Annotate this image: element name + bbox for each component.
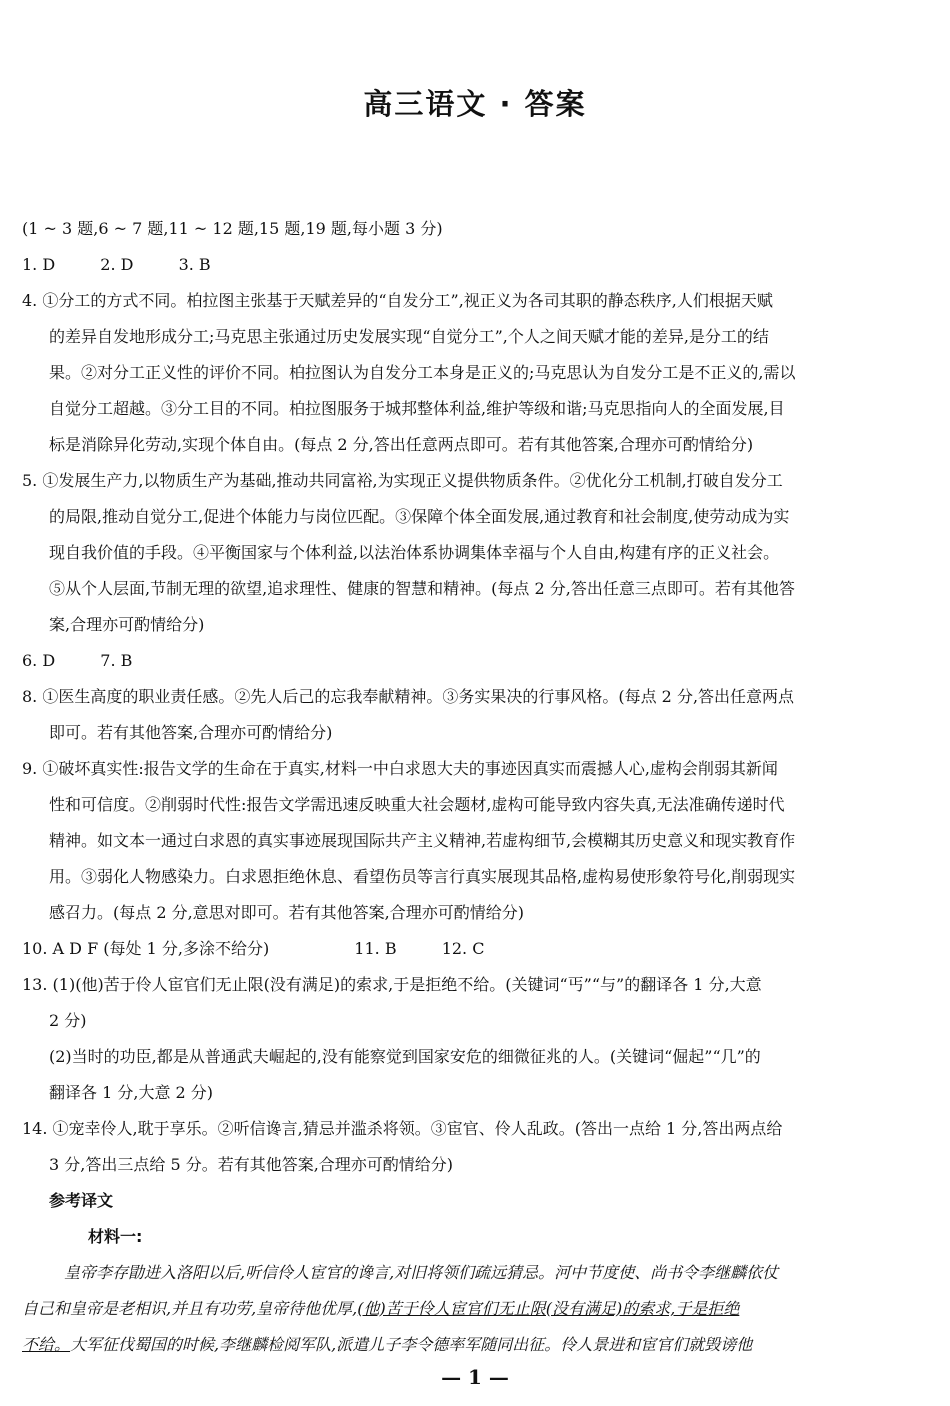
answer-line: (2)当时的功臣,都是从普通武夫崛起的,没有能察觉到国家安危的细微征兆的人。(关键词“倔起”“几”的 xyxy=(49,1047,761,1066)
answer-5 xyxy=(22,464,932,644)
answer-line: 用。③弱化人物感染力。白求恩拒绝休息、看望伤员等言行真实展现其品格,虚构易使形象符号化,削弱现实 xyxy=(49,867,796,886)
answer-line: 的差异自发地形成分工;马克思主张通过历史发展实现“自觉分工”,个人之间天赋才能的差异,是分工的结 xyxy=(49,327,769,346)
answer-content xyxy=(22,212,932,1364)
page-title: 高三语文 · 答案 xyxy=(363,87,587,121)
answer-line: 果。②对分工正义性的评价不同。柏拉图认为自发分工本身是正义的;马克思认为自发分工是不正义的,需以 xyxy=(49,363,796,382)
answer-3: 3. B xyxy=(178,255,211,274)
answer-8 xyxy=(22,680,932,752)
answer-line: 3 分,答出三点给 5 分。若有其他答案,合理亦可酌情给分) xyxy=(49,1155,454,1174)
answer-line: 2 分) xyxy=(49,1011,87,1030)
answer-line: 4. ①分工的方式不同。柏拉图主张基于天赋差异的“自发分工”,视正义为各司其职的静态秩序,人们根据天赋 xyxy=(22,291,773,310)
answer-line: 即可。若有其他答案,合理亦可酌情给分) xyxy=(49,723,333,742)
answer-10: 10. A D F (每处 1 分,多涂不给分) xyxy=(22,939,270,958)
answer-line: 13. (1)(他)苦于伶人宦官们无止限(没有满足)的索求,于是拒绝不给。(关键词“丐”“与”的翻译各 1 分,大意 xyxy=(22,975,762,994)
translation-line xyxy=(22,1328,932,1364)
answer-line: 自觉分工超越。③分工目的不同。柏拉图服务于城邦整体利益,维护等级和谐;马克思指向人的全面发展,目 xyxy=(49,399,785,418)
answer-line: 现自我价值的手段。④平衡国家与个体利益,以法治体系协调集体幸福与个人自由,构建有序的正义社会。 xyxy=(49,543,780,562)
answer-6: 6. D xyxy=(22,651,56,670)
answer-line: 标是消除异化劳动,实现个体自由。(每点 2 分,答出任意两点即可。若有其他答案,合理亦可酌情给分) xyxy=(49,435,754,454)
answer-14 xyxy=(22,1112,932,1184)
answer-11: 11. B xyxy=(354,939,397,958)
answer-2: 2. D xyxy=(100,255,134,274)
answer-12: 12. C xyxy=(441,939,485,958)
page-number: — 1 — xyxy=(441,1365,509,1389)
answer-line: 性和可信度。②削弱时代性:报告文学需迅速反映重大社会题材,虚构可能导致内容失真,无法准确传递时代 xyxy=(49,795,785,814)
answer-1: 1. D xyxy=(22,255,56,274)
translation-segment: 自己和皇帝是老相识,并且有功劳,皇帝待他优厚, xyxy=(22,1299,358,1318)
answer-line: 9. ①破坏真实性:报告文学的生命在于真实,材料一中白求恩大夫的事迹因真实而震撼人心,虚构会削弱其新闻 xyxy=(22,759,778,778)
underlined-translation: 不给。 xyxy=(22,1335,71,1354)
answer-line: 14. ①宠幸伶人,耽于享乐。②听信谗言,猜忌并滥杀将领。③宦官、伶人乱政。(答出一点给 1 分,答出两点给 xyxy=(22,1119,783,1138)
answer-line: 的局限,推动自觉分工,促进个体能力与岗位匹配。③保障个体全面发展,通过教育和社会制度,使劳动成为实 xyxy=(49,507,790,526)
reference-translation-heading: 参考译文 xyxy=(49,1191,114,1210)
answers-10-12 xyxy=(22,932,932,968)
answer-line: 感召力。(每点 2 分,意思对即可。若有其他答案,合理亦可酌情给分) xyxy=(49,903,525,922)
underlined-translation: (他)苦于伶人宦官们无止限(没有满足)的索求,于是拒绝 xyxy=(357,1299,740,1318)
material-one-heading: 材料一: xyxy=(88,1227,143,1246)
answer-line: ⑤从个人层面,节制无理的欲望,追求理性、健康的智慧和精神。(每点 2 分,答出任意三点即可。若有其他答 xyxy=(49,579,795,598)
answer-line: 5. ①发展生产力,以物质生产为基础,推动共同富裕,为实现正义提供物质条件。②优化分工机制,打破自发分工 xyxy=(22,471,783,490)
answer-13 xyxy=(22,968,932,1112)
answer-line: 8. ①医生高度的职业责任感。②先人后己的忘我奉献精神。③务实果决的行事风格。(每点 2 分,答出任意两点 xyxy=(22,687,795,706)
translation-line: 皇帝李存勖进入洛阳以后,听信伶人宦官的谗言,对旧将领们疏远猜忌。河中节度使、尚书令李继麟依仗 xyxy=(64,1263,779,1282)
score-note: (1 ~ 3 题,6 ~ 7 题,11 ~ 12 题,15 题,19 题,每小题 3 分) xyxy=(22,219,443,238)
translation-line xyxy=(22,1292,932,1328)
answers-6-7 xyxy=(22,644,932,680)
answer-line: 翻译各 1 分,大意 2 分) xyxy=(49,1083,214,1102)
translation-segment: 大军征伐蜀国的时候,李继麟检阅军队,派遣儿子李令德率军随同出征。伶人景进和宦官们就毁谤他 xyxy=(70,1335,753,1354)
answer-line: 精神。如文本一通过白求恩的真实事迹展现国际共产主义精神,若虚构细节,会模糊其历史意义和现实教育作 xyxy=(49,831,796,850)
translation-text xyxy=(22,1256,932,1364)
answers-1-3 xyxy=(22,248,932,284)
answer-7: 7. B xyxy=(100,651,133,670)
answer-line: 案,合理亦可酌情给分) xyxy=(49,615,205,634)
answer-9 xyxy=(22,752,932,932)
answer-4 xyxy=(22,284,932,464)
